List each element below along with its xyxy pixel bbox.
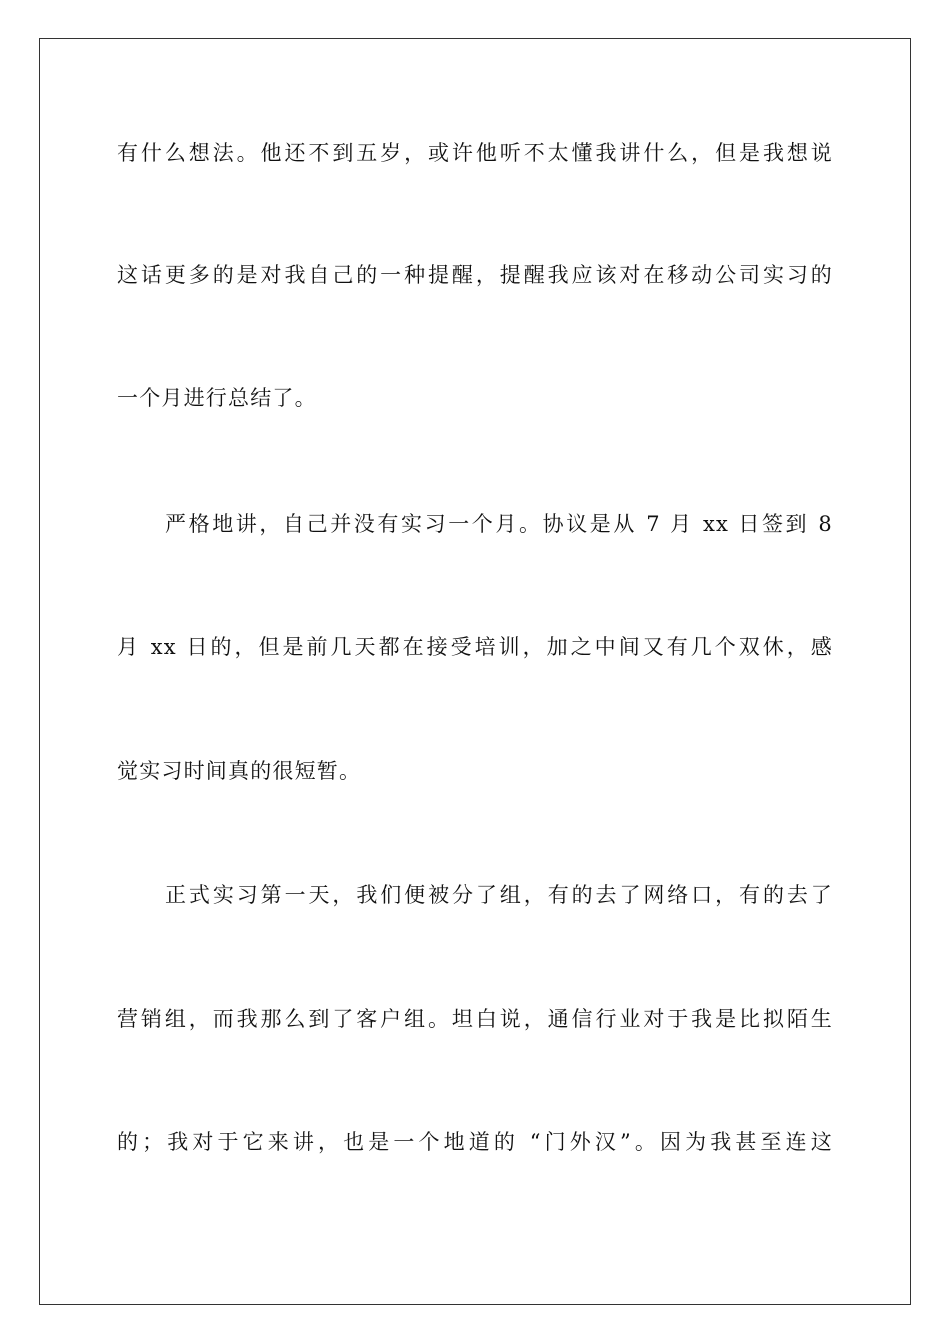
page-border: [39, 38, 911, 1305]
text-line-7: 正式实习第一天，我们便被分了组，有的去了网络口，有的去了: [165, 883, 833, 907]
text-line-3: 一个月进行总结了。: [117, 386, 317, 410]
text-line-8: 营销组，而我那么到了客户组。坦白说，通信行业对于我是比拟陌生: [117, 1007, 833, 1031]
text-line-5: 月 xx 日的，但是前几天都在接受培训，加之中间又有几个双休，感: [117, 635, 833, 659]
text-line-2: 这话更多的是对我自己的一种提醒，提醒我应该对在移动公司实习的: [117, 263, 833, 287]
text-line-4: 严格地讲，自己并没有实习一个月。协议是从 7 月 xx 日签到 8: [165, 512, 833, 536]
text-line-9: 的；我对于它来讲，也是一个地道的 “门外汉”。因为我甚至连这: [117, 1130, 833, 1154]
text-line-6: 觉实习时间真的很短暂。: [117, 759, 362, 783]
text-line-1: 有什么想法。他还不到五岁，或许他听不太懂我讲什么，但是我想说: [117, 141, 833, 165]
